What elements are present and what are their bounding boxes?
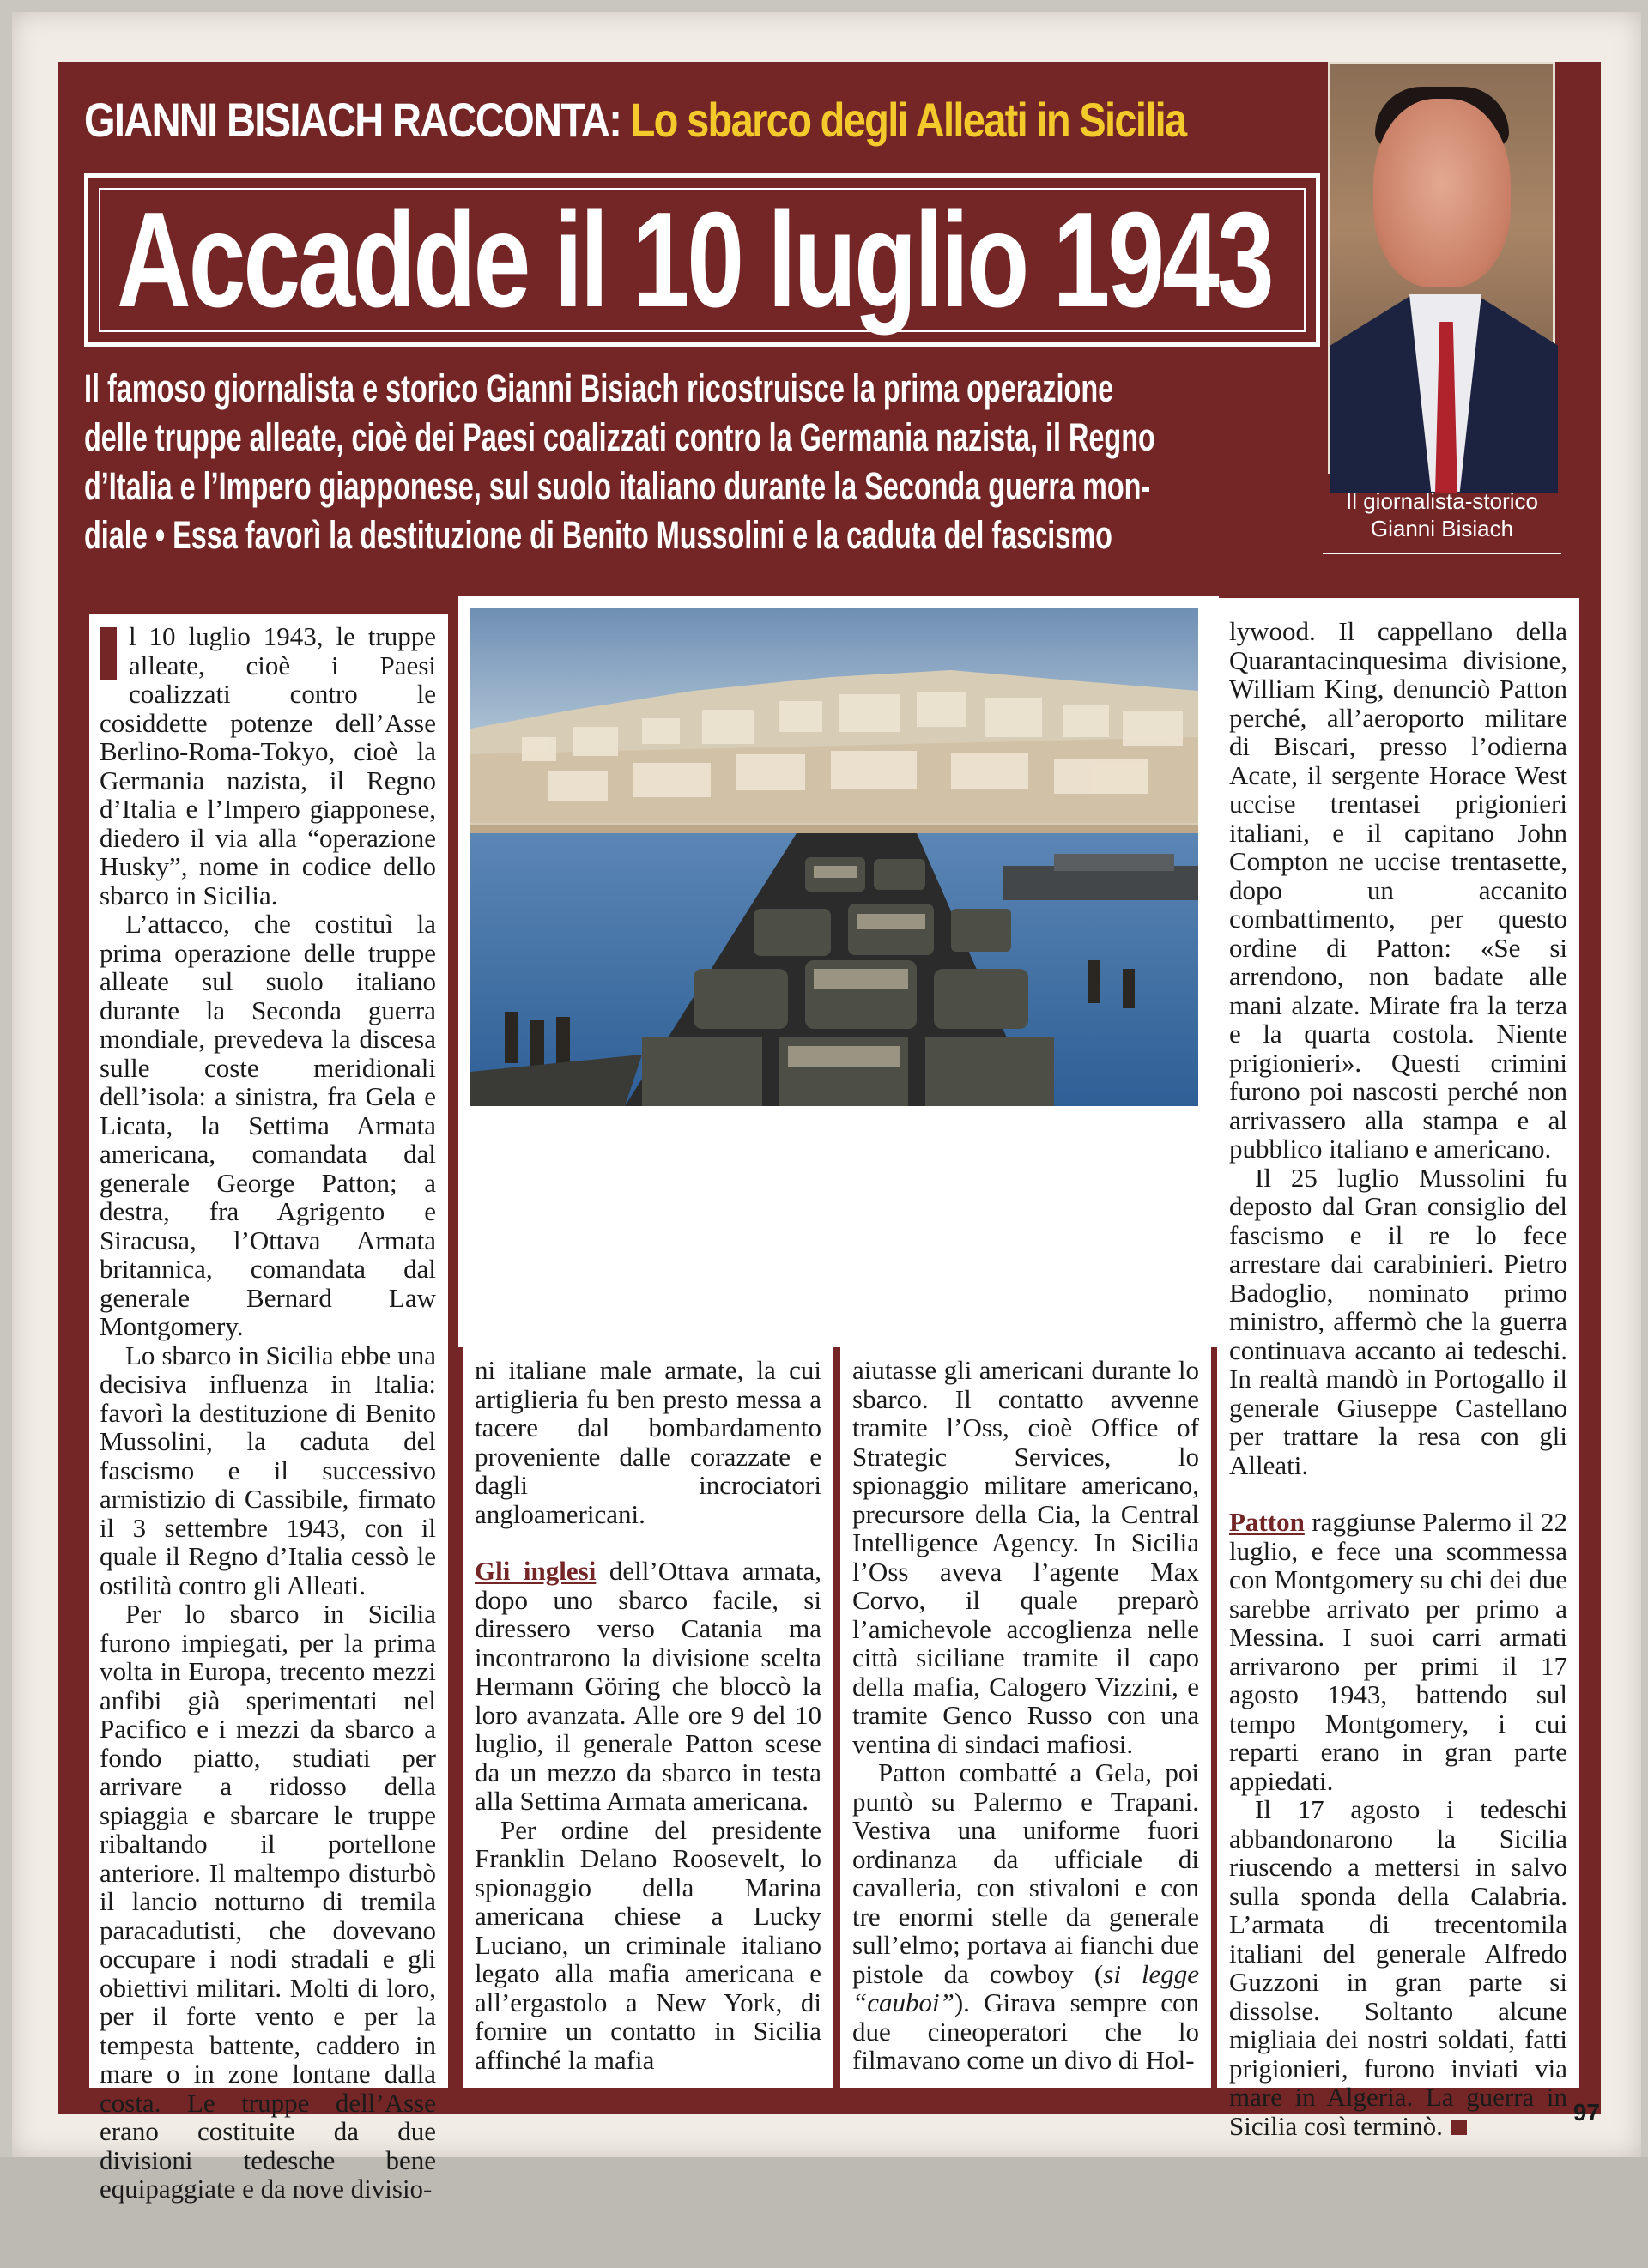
end-mark: [1451, 2120, 1467, 2135]
column-3: [840, 1347, 1211, 2088]
section-lead: Patton: [1229, 1507, 1305, 1537]
article-deck: [84, 364, 1320, 570]
page-number: 97: [1572, 2099, 1600, 2126]
paragraph: L’attacco, che costituì la prima operazione delle truppe alleate sul suolo italiano durante la Seconda guerra mondiale, prevedeva la discesa sulle coste meridionali dell’isola: a sinistra, fra Gela e Licata, la Settima Armata americana, comandata dal generale George Patton; a destra, fra Agrigento e Siracusa, l’Ottava Armata britannica, comandata dal generale Bernard Law Montgomery.: [100, 909, 436, 1341]
paragraph: Il 17 agosto i tedeschi abbandonarono la Sicilia riuscendo a mettersi in salvo sulla sponda della Calabria. L’armata di trecentomila italiani del generale Alfredo Guzzoni in gran parte si dissolse. Soltanto alcune migliaia dei nostri soldati, fatti prigionieri, furono inviati via mare in Algeria. La guerra in Sicilia così terminò.: [1229, 1794, 1567, 2141]
section-lead: Gli inglesi: [475, 1556, 597, 1586]
caption-line: Il 10 luglio 1943, le truppe alleate angloamericane diedero il via alla “operazio-: [467, 1158, 1079, 1183]
paragraph: l 10 luglio 1943, le truppe alleate, cioè i Paesi coalizzati contro le cosiddette potenze dell’Asse Berlino-Roma-Tokyo, cioè la Germania nazista, il Regno d’Italia e l’Impero giapponese, diedero il via alla “operazione Husky”, nome in codice dello sbarco in Sicilia.: [100, 621, 436, 910]
paragraph: Patton combatté a Gela, poi puntò su Palermo e Trapani. Vestiva una uniforme fuori ordinanza da ufficiale di cavalleria, con stivaloni e con tre enormi stelle da generale sull’elmo; portava ai fianchi due pistole da cowboy (si legge “cauboi”). Girava sempre con due cineoperatori che lo filmavano come un divo di Hol-: [852, 1757, 1200, 2075]
article-title: Accadde il 10 luglio 1943: [117, 184, 1272, 336]
paragraph: Lo sbarco in Sicilia ebbe una decisiva influenza in Italia: favorì la destituzione di Benito Mussolini, la caduta del fascismo e il successivo armistizio di Cassibile, firmato il 3 settembre 1943, con il quale il Regno d’Italia cessò le ostilità contro gli Alleati.: [100, 1340, 436, 1600]
deck-line: Il famoso giornalista e storico Gianni Bisiach ricostruisce la prima operazione: [84, 366, 1114, 410]
column-1: [89, 614, 448, 2204]
caption-line: ne Husky”, nome in codice dello sbarco in Sicilia: ecco un momento dello sbar-: [467, 1189, 1092, 1215]
portrait-caption: [1323, 487, 1561, 554]
photo-caption: [467, 1155, 1210, 1361]
portrait-caption-line: Il giornalista-storico: [1346, 488, 1538, 514]
photo-box: [458, 596, 1219, 1347]
deck-line: delle truppe alleate, cioè dei Paesi coalizzati contro la Germania nazista, il Regno: [84, 415, 1155, 459]
portrait-caption-name: Gianni Bisiach: [1370, 516, 1514, 541]
deck-line: diale • Essa favorì la destituzione di Benito Mussolini e la caduta del fascismo: [84, 513, 1112, 557]
paragraph: lywood. Il cappellano della Quarantacinquesima divisione, William King, denunciò Patton perché, all’aeroporto militare di Biscari, presso l’odierna Acate, il sergente Horace West uccise trentasei prigionieri italiani, e il capitano John Compton ne uccise trentasette, dopo un accanito combattimento, per questo ordine di Patton: «Se si arrendono, non badate alle mani alzate. Mirate fra la terza e la quarta costola. Niente prigionieri». Questi crimini furono poi nascosti perché non arrivassero alla stampa e al pubblico italiano e americano.: [1229, 616, 1567, 1164]
paragraph: Patton raggiunse Palermo il 22 luglio, e fece una scommessa con Montgomery su chi dei due sarebbe arrivato per primo a Messina. I suoi carri armati arrivarono per primi il 17 agosto 1943, battendo sul tempo Montgomery, i cui reparti erano in gran parte appiedati.: [1229, 1507, 1567, 1796]
paragraph: Il 25 luglio Mussolini fu deposto dal Gran consiglio del fascismo e il re lo fece arrestare dai carabinieri. Pietro Badoglio, nominato primo ministro, affermò che la guerra continuava accanto ai tedeschi. In realtà mandò in Portogallo il generale Giuseppe Castellano per trattare la resa con gli Alleati.: [1229, 1162, 1567, 1480]
author-portrait: [1328, 62, 1555, 474]
caption-line: ridosso della spiaggia e sbarcare le truppe ribaltando il portellone anteriore.: [467, 1316, 1065, 1342]
paragraph: aiutasse gli americani durante lo sbarco. Il contatto avvenne tramite l’Oss, cioè Office of Strategic Services, lo spionaggio militare americano, precursore della Cia, la Central Intelligence Agency. In Sicilia l’Oss aveva l’agente Max Corvo, il quale preparò l’amichevole accoglienza nelle città siciliane tramite il capo della mafia, Calogero Vizzini, e tramite Genco Russo con una ventina di sindaci mafiosi.: [852, 1355, 1199, 1759]
caption-line: Gela. Per lo sbarco in Sicilia furono impiegati per la prima volta in Europa tre-: [467, 1253, 1075, 1279]
paragraph: Per lo sbarco in Sicilia furono impiegati, per la prima volta in Europa, trecento mezzi anfibi già sperimentati nel Pacifico e i mezzi da sbarco a fondo piatto, studiati per arrivare a ridosso della spiaggia e sbarcare le truppe ribaltando il portellone anteriore. Il maltempo disturbò il lancio notturno di tremila paracadutisti, che dovevano occupare i nodi stradali e gli obiettivi militari. Molti di loro, per il forte vento e per la tempesta battente, caddero in mare o in zone lontane dalla costa. Le truppe dell’Asse erano costituite da due divisioni tedesche bene equipaggiate e da nove divisio-: [100, 1599, 436, 2204]
drop-cap: [100, 627, 117, 680]
paragraph: Per ordine del presidente Franklin Delano Roosevelt, lo spionaggio della Marina americana chiese a Lucky Luciano, un criminale italiano legato alla mafia americana e all’ergastolo a New York, di fornire un contatto in Sicilia affinché la mafia: [475, 1814, 821, 2075]
landing-photo: [470, 608, 1198, 1106]
paragraph: ni italiane male armate, la cui artiglieria fu ben presto messa a tacere dal bombardamento proveniente dalle corazzate e dagli incrociatori angloamericani.: [475, 1355, 821, 1529]
paragraph: Gli inglesi dell’Ottava armata, dopo uno sbarco facile, si diressero verso Catania ma incontrarono la divisione scelta Hermann Göring che bloccò la loro avanzata. Alle ore 9 del 10 luglio, il generale Patton scese da un mezzo da sbarco in testa alla Settima Armata americana.: [475, 1556, 821, 1816]
kicker: [84, 84, 1186, 156]
caption-line: co della Settima Armata americana, comandata dal generale George Patton, a: [467, 1221, 1075, 1247]
kicker-topic: Lo sbarco degli Alleati in Sicilia: [630, 93, 1186, 147]
column-2: [463, 1347, 833, 2088]
deck-line: d’Italia e l’Impero giapponese, sul suolo italiano durante la Seconda guerra mon-: [84, 464, 1151, 508]
kicker-author: GIANNI BISIACH RACCONTA:: [84, 93, 621, 147]
column-4: [1217, 598, 1579, 2141]
caption-line: cento mezzi anfibi e i mezzi da sbarco a fondo piatto, studiati per arrivare a: [467, 1285, 1056, 1310]
